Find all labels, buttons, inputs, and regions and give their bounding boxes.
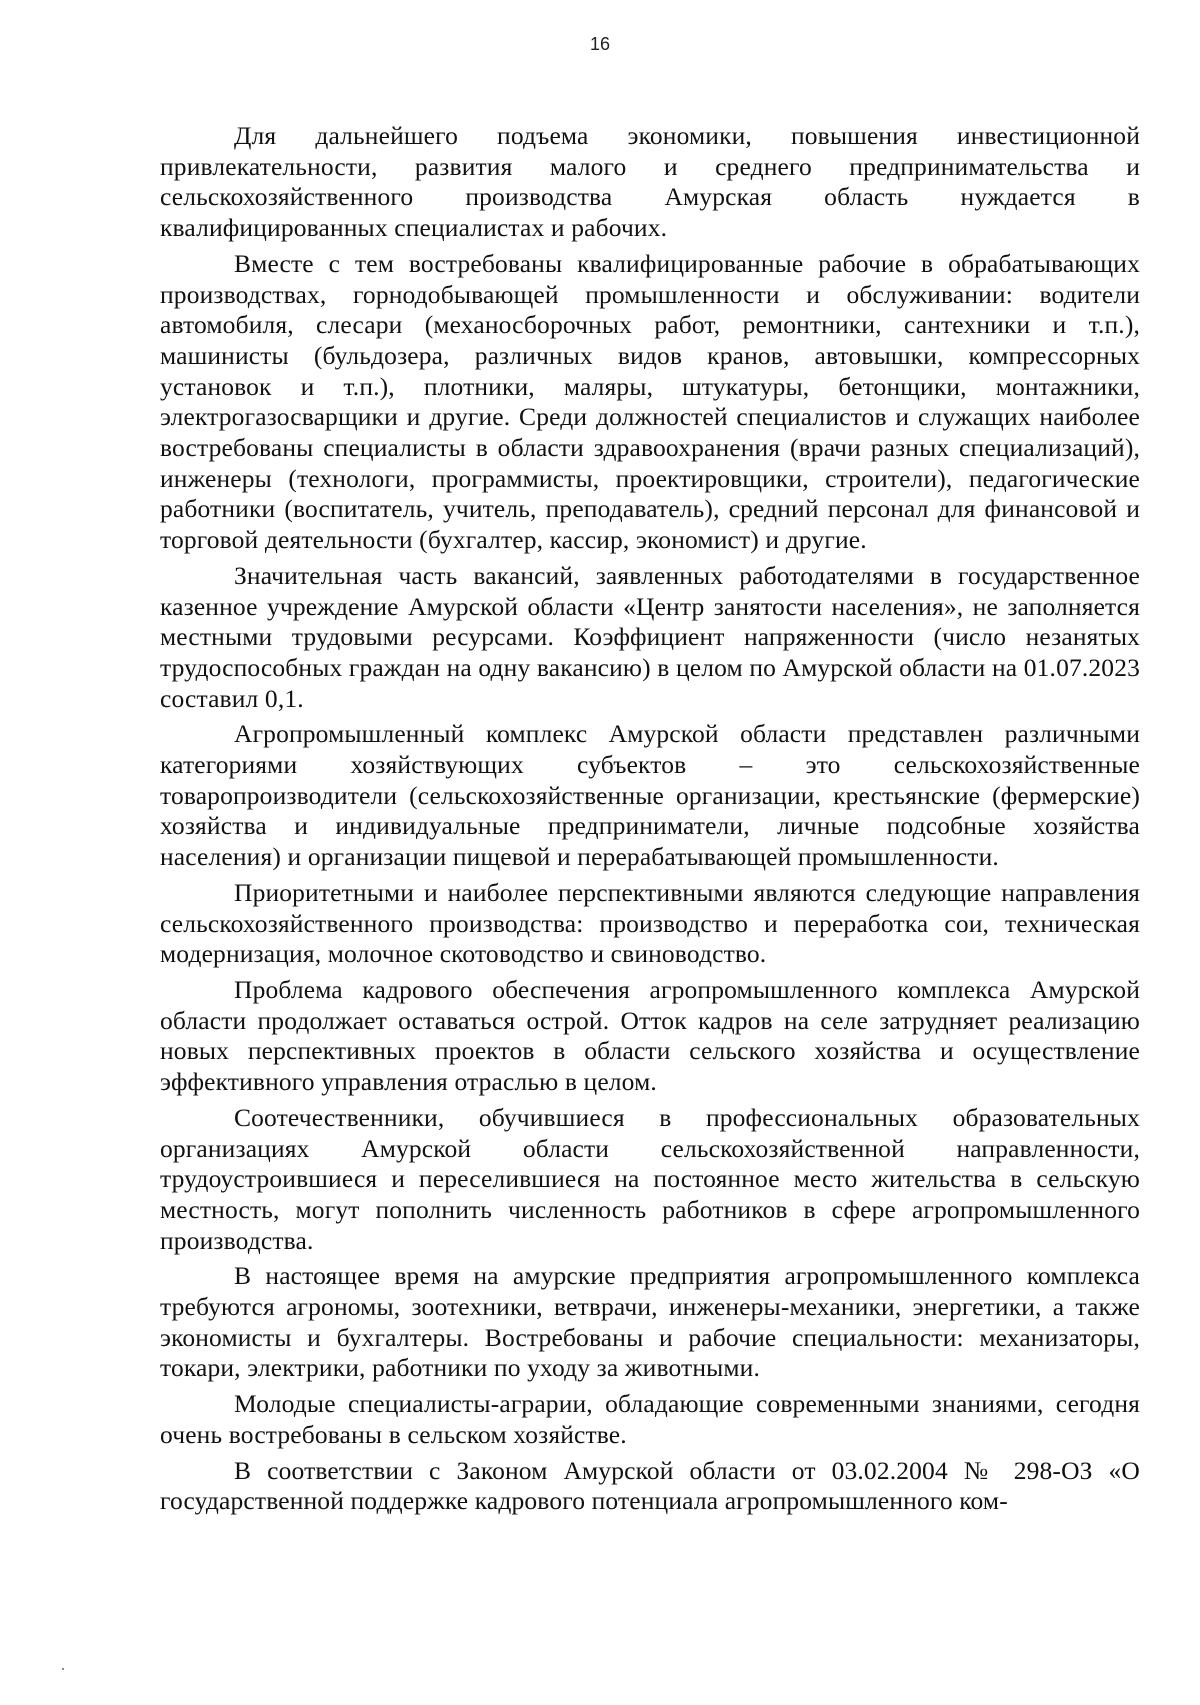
paragraph: В соответствии с Законом Амурской области от 03.02.2004 № 298-ОЗ «О государственной поддержке кадрового потенциала агропромышленного ком- — [160, 1455, 1140, 1516]
paragraph: В настоящее время на амурские предприятия агропромышленного комплекса требуются агрономы, зоотехники, ветврачи, инженеры-механики, энергетики, а также экономисты и бухгалтеры. Востребованы и рабочие специальности: механизаторы, токари, электрики, работники по уходу за животными. — [160, 1261, 1140, 1383]
paragraph: Проблема кадрового обеспечения агропромышленного комплекса Амурской области продолжает оставаться острой. Отток кадров на селе затрудняет реализацию новых перспективных проектов в области сельского хозяйства и осуществление эффективного управления отраслью в целом. — [160, 974, 1140, 1097]
paragraph: Агропромышленный комплекс Амурской области представлен различными категориями хозяйствующих субъектов – это сельскохозяйственные товаропроизводители (сельскохозяйственные организации, крестьянские (фермерские) хозяйства и индивидуальные предприниматели, личные подсобные хозяйства населения) и организации пищевой и перерабатывающей промышленности. — [160, 719, 1140, 872]
paragraph: Для дальнейшего подъема экономики, повышения инвестиционной привлекательности, развития малого и среднего предпринимательства и сельскохозяйственного производства Амурская область нуждается в квалифицированных специалистах и рабочих. — [160, 121, 1140, 243]
document-body — [160, 121, 1140, 1517]
paragraph: Соотечественники, обучившиеся в профессиональных образовательных организациях Амурской области сельскохозяйственной направленности, трудоустроившиеся и переселившиеся на постоянное место жительства в сельскую местность, могут пополнить численность работников в сфере агропромышленного производства. — [160, 1102, 1140, 1255]
paragraph: Значительная часть вакансий, заявленных работодателями в государственное казенное учреждение Амурской области «Центр занятости населения», не заполняется местными трудовыми ресурсами. Коэффициент напряженности (число незанятых трудоспособных граждан на одну вакансию) в целом по Амурской области на 01.07.2023 составил 0,1. — [160, 560, 1140, 713]
page-number: 16 — [589, 34, 611, 54]
paragraph: Молодые специалисты-аграрии, обладающие современными знаниями, сегодня очень востребованы в сельском хозяйстве. — [160, 1389, 1140, 1449]
paragraph: Приоритетными и наиболее перспективными являются следующие направления сельскохозяйственного производства: производство и переработка сои, техническая модернизация, молочное скотоводство и свиноводство. — [160, 877, 1140, 969]
scan-speck — [62, 1668, 64, 1670]
paragraph: Вместе с тем востребованы квалифицированные рабочие в обрабатывающих производствах, горнодобывающей промышленности и обслуживании: водители автомобиля, слесари (механосборочных работ, ремонтники, сантехники и т.п.), машинисты (бульдозера, различных видов кранов, автовышки, компрессорных установок и т.п.), плотники, маляры, штукатуры, бетонщики, монтажники, электрогазосварщики и другие. Среди должностей специалистов и служащих наиболее востребованы специалисты в области здравоохранения (врачи разных специализаций), инженеры (технологи, программисты, проектировщики, строители), педагогические работники (воспитатель, учитель, преподаватель), средний персонал для финансовой и торговой деятельности (бухгалтер, кассир, экономист) и другие. — [160, 248, 1140, 555]
